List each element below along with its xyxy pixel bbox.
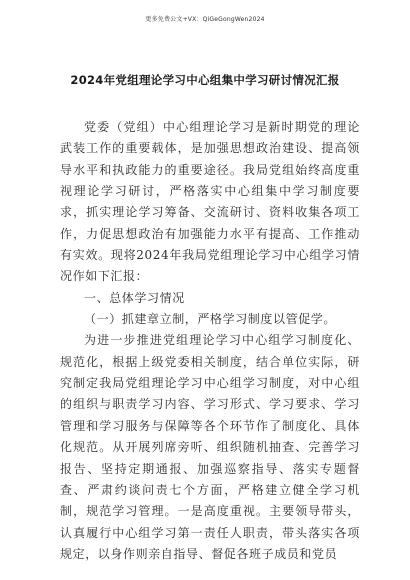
- document-body: [60, 117, 360, 565]
- header-note: 更多免费公文+VX：QiGeGongWen2024: [145, 16, 265, 23]
- section-heading: 一、总体学习情况: [84, 290, 185, 305]
- intro-paragraph: 党委（党组）中心组理论学习是新时期党的理论武装工作的重要载体，是加强思想政治建设、提高领导水平和执政能力的重要途径。我局党组始终高度重视理论学习研讨，严格落实中心组集中学习制度要求，抓实理论学习筹备、交流研讨、资料收集各项工作，力促思想政治有加强能力水平有提高、工作推动有实效。现将2024年我局党组理论学习中心组学习情况作如下汇报：: [60, 120, 360, 284]
- document-title: 2024年党组理论学习中心组集中学习研讨情况汇报: [70, 73, 340, 87]
- subsection-heading: （一）抓建章立制，严格学习制度以管促学。: [84, 312, 337, 327]
- body-paragraph: 为进一步推进党组理论学习中心组学习制度化、规范化，根据上级党委相关制度，结合单位实际，研究制定我局党组理论学习中心组学习制度，对中心组的组织与职责学习内容、学习形式、学习要求、学习管理和学习服务与保障等各个环节作了制度化、具体化规范。从开展列席旁听、组织随机抽查、完善学习报告、坚持定期通报、加强巡察指导、落实专题督查、严肃约谈问责七个方面，严格建立健全学习机制，规范学习管理。一是高度重视。主要领导带头，认真履行中心组学习第一责任人职责，带头落实各项规定，以身作则亲自指导、督促各班子成员和党员: [60, 333, 360, 561]
